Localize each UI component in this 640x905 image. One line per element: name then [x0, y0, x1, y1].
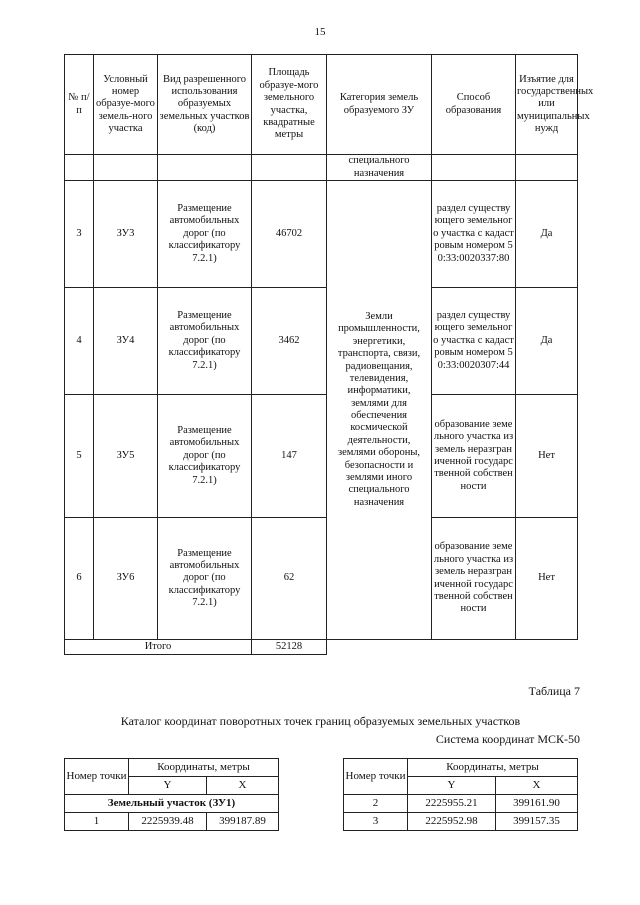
row-area: 3462: [252, 288, 327, 395]
row-use: Размещение автомобильных дорог (по классификатору 7.2.1): [158, 395, 252, 518]
header-point-number: Номер точки: [344, 759, 408, 795]
header-coordinates: Координаты, метры: [408, 759, 578, 777]
row-id: ЗУ5: [94, 395, 158, 518]
row-area: 46702: [252, 181, 327, 288]
row-method: образование земельного участка из земель неразграниченной государственной собственности: [432, 395, 516, 518]
point-y: 2225939.48: [129, 813, 207, 831]
land-plots-table: [64, 54, 594, 655]
row-id: ЗУ3: [94, 181, 158, 288]
header-point-number: Номер точки: [65, 759, 129, 795]
coordinates-table-right: [343, 758, 578, 831]
row-num: 5: [65, 395, 94, 518]
header-coordinates: Координаты, метры: [129, 759, 279, 777]
coordinate-system: Система координат МСК-50: [435, 732, 580, 746]
continuation-row: [65, 155, 578, 181]
row-use: Размещение автомобильных дорог (по классификатору 7.2.1): [158, 518, 252, 640]
section-plot-zu1: Земельный участок (ЗУ1): [65, 795, 279, 813]
row-use: Размещение автомобильных дорог (по классификатору 7.2.1): [158, 288, 252, 395]
total-row: [65, 640, 578, 655]
header-y: Y: [129, 777, 207, 795]
header-category: Категория земель образуемого ЗУ: [327, 55, 432, 155]
table-row: [65, 518, 578, 640]
header-method: Способ образования: [432, 55, 516, 155]
coord-row: [344, 795, 578, 813]
point-x: 399157.35: [496, 813, 578, 831]
table-7-label: Таблица 7: [528, 684, 580, 698]
point-y: 2225952.98: [408, 813, 496, 831]
point-x: 399187.89: [207, 813, 279, 831]
header-use: Вид разрешенного использования образуемых земельных участков (код): [158, 55, 252, 155]
row-seizure: Нет: [516, 518, 578, 640]
coordinates-table-left: [64, 758, 279, 831]
header-id: Условный номер образуе-мого земель-ного участка: [94, 55, 158, 155]
row-id: ЗУ4: [94, 288, 158, 395]
row-num: 3: [65, 181, 94, 288]
header-y: Y: [408, 777, 496, 795]
point-x: 399161.90: [496, 795, 578, 813]
header-row: [65, 55, 578, 155]
header-num: № п/п: [65, 55, 94, 155]
row-area: 147: [252, 395, 327, 518]
point-number: 3: [344, 813, 408, 831]
header-x: X: [207, 777, 279, 795]
row-seizure: Да: [516, 181, 578, 288]
total-label: Итого: [65, 640, 252, 655]
coord-row: [344, 813, 578, 831]
table-7-caption: Каталог координат поворотных точек границ образуемых земельных участков: [120, 714, 521, 728]
row-seizure: Да: [516, 288, 578, 395]
category-continuation: специального назначения: [327, 155, 432, 181]
point-number: 1: [65, 813, 129, 831]
table-row: [65, 288, 578, 395]
total-value: 52128: [252, 640, 327, 655]
page-number: 15: [314, 26, 326, 38]
row-num: 6: [65, 518, 94, 640]
row-method: образование земельного участка из земель неразграниченной государственной собственности: [432, 518, 516, 640]
row-num: 4: [65, 288, 94, 395]
table-row: [65, 395, 578, 518]
header-seizure: Изъятие для государственных или муниципальных нужд: [516, 55, 578, 155]
header-x: X: [496, 777, 578, 795]
row-area: 62: [252, 518, 327, 640]
point-number: 2: [344, 795, 408, 813]
point-y: 2225955.21: [408, 795, 496, 813]
row-method: раздел существующего земельного участка с кадастровым номером 50:33:0020307:44: [432, 288, 516, 395]
row-id: ЗУ6: [94, 518, 158, 640]
row-use: Размещение автомобильных дорог (по классификатору 7.2.1): [158, 181, 252, 288]
row-seizure: Нет: [516, 395, 578, 518]
table-row: [65, 181, 578, 288]
header-area: Площадь образуе-мого земельного участка, квадратные метры: [252, 55, 327, 155]
category-merged: Земли промышленности, энергетики, транспорта, связи, радиовещания, телевидения, информатики, землями для обеспечения космической деятельности, землями обороны, безопасности и землями иного специального назначения: [327, 181, 432, 640]
row-method: раздел существующего земельного участка с кадастровым номером 50:33:0020337:80: [432, 181, 516, 288]
coord-row: [65, 813, 279, 831]
